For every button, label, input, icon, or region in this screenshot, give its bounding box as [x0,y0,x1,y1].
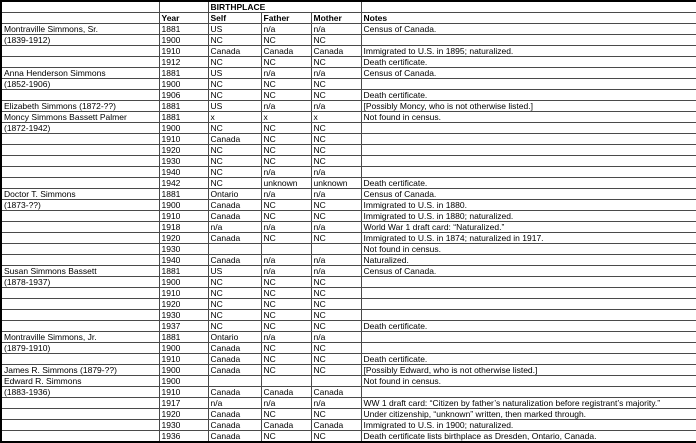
person-name-cell [1,46,159,57]
person-name-cell: James R. Simmons (1879-??) [1,365,159,376]
year-cell: 1920 [159,409,208,420]
self-birthplace-cell: NC [208,35,261,46]
year-cell: 1881 [159,266,208,277]
year-cell: 1920 [159,145,208,156]
mother-birthplace-cell: n/a [311,167,361,178]
table-row [1,46,696,57]
notes-cell [361,387,696,398]
year-cell: 1930 [159,310,208,321]
table-row [1,431,696,443]
father-birthplace-cell: n/a [261,332,311,343]
person-name-cell: Montraville Simmons, Jr. [1,332,159,343]
table-row [1,200,696,211]
self-birthplace-cell: NC [208,90,261,101]
notes-cell: Immigrated to U.S. in 1874; naturalized in 1917. [361,233,696,244]
year-cell: 1900 [159,365,208,376]
self-birthplace-cell: Canada [208,365,261,376]
notes-cell: Death certificate. [361,354,696,365]
mother-birthplace-cell: NC [311,211,361,222]
notes-cell: Immigrated to U.S. in 1900; naturalized. [361,420,696,431]
father-birthplace-cell: unknown [261,178,311,189]
mother-birthplace-cell: NC [311,134,361,145]
self-birthplace-cell: Canada [208,387,261,398]
table-row [1,101,696,112]
year-cell: 1900 [159,343,208,354]
table-row [1,343,696,354]
year-cell: 1900 [159,79,208,90]
mother-birthplace-cell: NC [311,123,361,134]
person-name-cell: Susan Simmons Bassett [1,266,159,277]
self-birthplace-cell: US [208,101,261,112]
notes-cell: [Possibly Edward, who is not otherwise listed.] [361,365,696,376]
father-birthplace-cell: n/a [261,167,311,178]
self-birthplace-cell: n/a [208,398,261,409]
mother-birthplace-cell: NC [311,90,361,101]
mother-birthplace-cell: NC [311,145,361,156]
table-row [1,211,696,222]
father-birthplace-cell: n/a [261,255,311,266]
mother-birthplace-cell: n/a [311,101,361,112]
father-birthplace-cell: n/a [261,101,311,112]
mother-birthplace-cell: NC [311,431,361,443]
birthplace-header-row [1,1,696,13]
column-header-name-blank [1,13,159,24]
mother-birthplace-cell: n/a [311,332,361,343]
table-row [1,134,696,145]
year-cell: 1906 [159,90,208,101]
year-cell: 1900 [159,376,208,387]
person-name-cell [1,57,159,68]
mother-birthplace-cell: n/a [311,266,361,277]
year-cell: 1900 [159,123,208,134]
mother-birthplace-cell: NC [311,156,361,167]
self-birthplace-cell: NC [208,156,261,167]
father-birthplace-cell: Canada [261,420,311,431]
father-birthplace-cell: NC [261,431,311,443]
self-birthplace-cell: Canada [208,431,261,443]
father-birthplace-cell: NC [261,233,311,244]
mother-birthplace-cell: NC [311,365,361,376]
notes-cell [361,288,696,299]
self-birthplace-cell: NC [208,299,261,310]
self-birthplace-cell: NC [208,310,261,321]
father-birthplace-cell: NC [261,277,311,288]
father-birthplace-cell: NC [261,200,311,211]
notes-cell [361,332,696,343]
father-birthplace-cell: NC [261,123,311,134]
self-birthplace-cell: NC [208,57,261,68]
father-birthplace-cell: n/a [261,266,311,277]
notes-cell [361,299,696,310]
year-cell: 1936 [159,431,208,443]
table-row [1,420,696,431]
father-birthplace-cell: NC [261,299,311,310]
person-name-cell [1,90,159,101]
notes-cell [361,277,696,288]
father-birthplace-cell: NC [261,321,311,332]
name-column-header-blank [1,1,159,13]
person-name-cell: (1883-1936) [1,387,159,398]
mother-birthplace-cell: NC [311,35,361,46]
column-header-self: Self [208,13,261,24]
table-row [1,376,696,387]
self-birthplace-cell: US [208,266,261,277]
father-birthplace-cell: NC [261,211,311,222]
year-cell: 1937 [159,321,208,332]
person-name-cell [1,420,159,431]
mother-birthplace-cell: n/a [311,222,361,233]
column-header-father: Father [261,13,311,24]
notes-cell: Naturalized. [361,255,696,266]
table-row [1,288,696,299]
table-row [1,332,696,343]
person-name-cell [1,134,159,145]
mother-birthplace-cell: n/a [311,68,361,79]
self-birthplace-cell [208,376,261,387]
mother-birthplace-cell: NC [311,354,361,365]
mother-birthplace-cell: NC [311,57,361,68]
person-name-cell: Doctor T. Simmons [1,189,159,200]
notes-cell: World War 1 draft card: “Naturalized.” [361,222,696,233]
self-birthplace-cell: Canada [208,354,261,365]
year-cell: 1942 [159,178,208,189]
year-cell: 1920 [159,299,208,310]
person-name-cell [1,398,159,409]
father-birthplace-cell: NC [261,288,311,299]
person-name-cell: Montraville Simmons, Sr. [1,24,159,35]
year-cell: 1881 [159,189,208,200]
table-row [1,321,696,332]
year-column-header-blank [159,1,208,13]
person-name-cell [1,431,159,443]
person-name-cell [1,255,159,266]
table-row [1,123,696,134]
mother-birthplace-cell: NC [311,299,361,310]
self-birthplace-cell: NC [208,277,261,288]
father-birthplace-cell: n/a [261,398,311,409]
year-cell: 1940 [159,255,208,266]
self-birthplace-cell: NC [208,79,261,90]
table-row [1,266,696,277]
notes-cell [361,310,696,321]
person-name-cell [1,409,159,420]
person-name-cell [1,354,159,365]
year-cell: 1940 [159,167,208,178]
year-cell: 1910 [159,354,208,365]
table-row [1,57,696,68]
year-cell: 1910 [159,211,208,222]
column-header-mother: Mother [311,13,361,24]
table-row [1,35,696,46]
column-header-row [1,13,696,24]
father-birthplace-cell: n/a [261,24,311,35]
mother-birthplace-cell: NC [311,233,361,244]
father-birthplace-cell: NC [261,90,311,101]
self-birthplace-cell: US [208,24,261,35]
self-birthplace-cell: Canada [208,211,261,222]
person-name-cell: (1839-1912) [1,35,159,46]
table-body [1,24,696,443]
year-cell: 1881 [159,101,208,112]
table-row [1,24,696,35]
table-row [1,79,696,90]
notes-cell [361,134,696,145]
father-birthplace-cell: NC [261,156,311,167]
table-row [1,354,696,365]
table-row [1,167,696,178]
person-name-cell [1,178,159,189]
notes-cell [361,145,696,156]
table-row [1,299,696,310]
father-birthplace-cell: NC [261,343,311,354]
father-birthplace-cell: Canada [261,387,311,398]
mother-birthplace-cell: NC [311,277,361,288]
mother-birthplace-cell: x [311,112,361,123]
self-birthplace-cell: Canada [208,200,261,211]
person-name-cell: Anna Henderson Simmons [1,68,159,79]
self-birthplace-cell: Canada [208,343,261,354]
self-birthplace-cell: x [208,112,261,123]
self-birthplace-cell: Canada [208,46,261,57]
year-cell: 1917 [159,398,208,409]
table-row [1,145,696,156]
father-birthplace-cell: n/a [261,189,311,200]
person-name-cell [1,244,159,255]
mother-birthplace-cell: NC [311,321,361,332]
notes-cell: Death certificate. [361,90,696,101]
mother-birthplace-cell: n/a [311,255,361,266]
table-row [1,365,696,376]
mother-birthplace-cell [311,244,361,255]
person-name-cell: Moncy Simmons Bassett Palmer [1,112,159,123]
notes-cell: Under citizenship, “unknown” written, then marked through. [361,409,696,420]
notes-column-header-blank [361,1,696,13]
year-cell: 1900 [159,35,208,46]
self-birthplace-cell: US [208,68,261,79]
father-birthplace-cell: NC [261,310,311,321]
self-birthplace-cell: Canada [208,420,261,431]
mother-birthplace-cell [311,376,361,387]
father-birthplace-cell: n/a [261,222,311,233]
person-name-cell: (1878-1937) [1,277,159,288]
year-cell: 1910 [159,46,208,57]
year-cell: 1912 [159,57,208,68]
year-cell: 1910 [159,387,208,398]
notes-cell: Death certificate. [361,178,696,189]
notes-cell: Census of Canada. [361,24,696,35]
table-row [1,222,696,233]
self-birthplace-cell: Canada [208,255,261,266]
table-row [1,310,696,321]
table-row [1,156,696,167]
notes-cell [361,167,696,178]
year-cell: 1900 [159,277,208,288]
person-name-cell [1,167,159,178]
notes-cell: Death certificate. [361,321,696,332]
mother-birthplace-cell: NC [311,200,361,211]
notes-cell [361,156,696,167]
column-header-year: Year [159,13,208,24]
self-birthplace-cell: Ontario [208,189,261,200]
notes-cell: Not found in census. [361,376,696,387]
father-birthplace-cell: NC [261,365,311,376]
notes-cell: [Possibly Moncy, who is not otherwise listed.] [361,101,696,112]
notes-cell: WW 1 draft card: “Citizen by father’s naturalization before registrant’s majority.” [361,398,696,409]
table-header [1,1,696,24]
table-row [1,409,696,420]
notes-cell: Census of Canada. [361,189,696,200]
person-name-cell: Edward R. Simmons [1,376,159,387]
father-birthplace-cell: n/a [261,68,311,79]
father-birthplace-cell: NC [261,35,311,46]
table-row [1,189,696,200]
father-birthplace-cell: NC [261,145,311,156]
self-birthplace-cell: NC [208,288,261,299]
person-name-cell [1,233,159,244]
table-row [1,398,696,409]
mother-birthplace-cell: NC [311,310,361,321]
father-birthplace-cell [261,244,311,255]
self-birthplace-cell: NC [208,178,261,189]
column-header-notes: Notes [361,13,696,24]
self-birthplace-cell: Canada [208,134,261,145]
table-row [1,277,696,288]
table-row [1,68,696,79]
father-birthplace-cell: x [261,112,311,123]
father-birthplace-cell: NC [261,354,311,365]
mother-birthplace-cell: NC [311,79,361,90]
self-birthplace-cell: Canada [208,233,261,244]
person-name-cell: (1879-1910) [1,343,159,354]
mother-birthplace-cell: n/a [311,189,361,200]
table-row [1,255,696,266]
year-cell: 1920 [159,233,208,244]
father-birthplace-cell: NC [261,409,311,420]
year-cell: 1910 [159,288,208,299]
father-birthplace-cell: NC [261,57,311,68]
table-row [1,233,696,244]
father-birthplace-cell: NC [261,134,311,145]
self-birthplace-cell: NC [208,167,261,178]
notes-cell: Death certificate lists birthplace as Dresden, Ontario, Canada. [361,431,696,443]
person-name-cell [1,145,159,156]
year-cell: 1881 [159,112,208,123]
year-cell: 1881 [159,68,208,79]
person-name-cell: (1872-1942) [1,123,159,134]
father-birthplace-cell [261,376,311,387]
notes-cell [361,35,696,46]
notes-cell: Death certificate. [361,57,696,68]
person-name-cell: Elizabeth Simmons (1872-??) [1,101,159,112]
mother-birthplace-cell: n/a [311,24,361,35]
year-cell: 1930 [159,244,208,255]
notes-cell: Not found in census. [361,244,696,255]
self-birthplace-cell: NC [208,145,261,156]
mother-birthplace-cell: Canada [311,420,361,431]
father-birthplace-cell: Canada [261,46,311,57]
notes-cell [361,123,696,134]
person-name-cell: (1852-1906) [1,79,159,90]
year-cell: 1930 [159,420,208,431]
year-cell: 1918 [159,222,208,233]
person-name-cell [1,211,159,222]
mother-birthplace-cell: n/a [311,398,361,409]
notes-cell: Census of Canada. [361,266,696,277]
self-birthplace-cell: Ontario [208,332,261,343]
mother-birthplace-cell: NC [311,288,361,299]
person-name-cell [1,299,159,310]
person-name-cell [1,156,159,167]
notes-cell: Immigrated to U.S. in 1895; naturalized. [361,46,696,57]
person-name-cell [1,321,159,332]
table-row [1,387,696,398]
mother-birthplace-cell: Canada [311,387,361,398]
self-birthplace-cell: Canada [208,409,261,420]
notes-cell [361,79,696,90]
mother-birthplace-cell: NC [311,343,361,354]
father-birthplace-cell: NC [261,79,311,90]
notes-cell: Census of Canada. [361,68,696,79]
self-birthplace-cell: NC [208,123,261,134]
mother-birthplace-cell: Canada [311,46,361,57]
person-name-cell [1,288,159,299]
person-name-cell: (1873-??) [1,200,159,211]
year-cell: 1930 [159,156,208,167]
notes-cell: Not found in census. [361,112,696,123]
notes-cell: Immigrated to U.S. in 1880; naturalized. [361,211,696,222]
year-cell: 1881 [159,24,208,35]
table-row [1,112,696,123]
person-name-cell [1,310,159,321]
self-birthplace-cell [208,244,261,255]
table-row [1,178,696,189]
table-row [1,90,696,101]
notes-cell [361,343,696,354]
mother-birthplace-cell: unknown [311,178,361,189]
self-birthplace-cell: n/a [208,222,261,233]
year-cell: 1910 [159,134,208,145]
notes-cell: Immigrated to U.S. in 1880. [361,200,696,211]
mother-birthplace-cell: NC [311,409,361,420]
year-cell: 1881 [159,332,208,343]
table-row [1,244,696,255]
self-birthplace-cell: NC [208,321,261,332]
year-cell: 1900 [159,200,208,211]
person-name-cell [1,222,159,233]
birthplace-merged-header: BIRTHPLACE [208,1,361,13]
